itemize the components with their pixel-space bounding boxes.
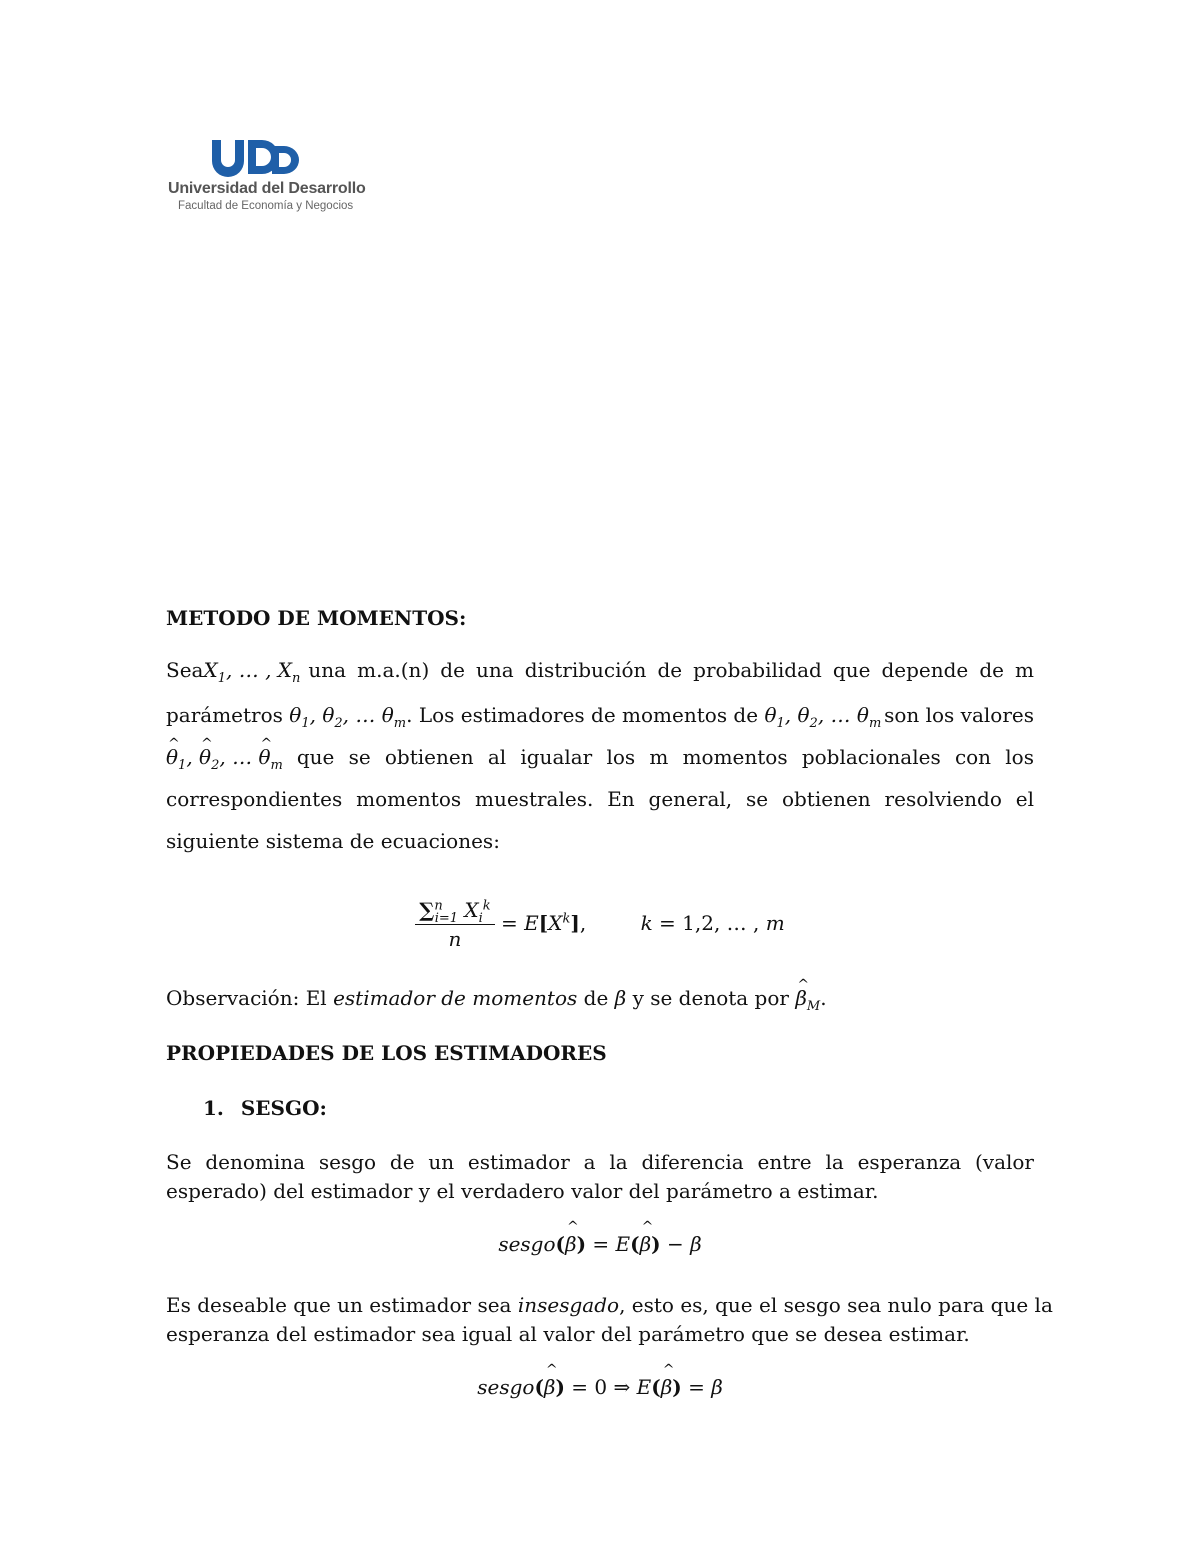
unbiased-equation: sesgo(^ β) = 0 ⇒ E(^ β) = β [0,1375,1200,1399]
observation-denoted: y se denota por [632,986,789,1010]
bias-equation: sesgo(^ β) = E(^ β) − β [0,1232,1200,1256]
para3-text-c: , esto es, que el sesgo sea nulo para que la [619,1293,1053,1317]
para1-line3-text: que se obtienen al igualar los m momentos poblacionales con los [296,745,1034,769]
moments-fraction: $\frac{\sum^n_{i=1} X_i^k}{n}$ [415,898,494,951]
para1-line4: correspondientes momentos muestrales. En general, se obtienen resolviendo el [166,787,1034,811]
para3-text-a: Es deseable que un estimador sea [166,1293,512,1317]
list-item-number: 1. [203,1096,224,1120]
para2-line1: Se denomina sesgo de un estimador a la diferencia entre la esperanza (valor [166,1150,1034,1174]
section-title-properties: PROPIEDADES DE LOS ESTIMADORES [166,1041,607,1065]
sample-formula: $X_1$, … , $X_n$ [203,658,301,686]
para1-line5: siguiente sistema de ecuaciones: [166,829,500,853]
para1-sea: Sea [166,658,204,682]
observation-line: Observación: El estimador de momentos de β y se denota por ^ $\beta_M$. [166,984,827,1012]
para1-parametros: parámetros [166,703,283,727]
logo-university-name: Universidad del Desarrollo [168,180,366,197]
list-item-title: SESGO: [240,1096,327,1120]
para1-estimators-text: . Los estimadores de momentos de [406,703,759,727]
para3-line1 [166,1291,1053,1319]
university-logo [166,138,366,218]
observation-term: estimador de momentos [333,986,578,1010]
logo-faculty-name: Facultad de Economía y Negocios [178,200,354,212]
para1-line1 [166,658,1034,686]
para3-line2: esperanza del estimador sea igual al valor del parámetro que se desea estimar. [166,1322,970,1346]
para1-line2: parámetros $\theta_1$, $\theta_2$, … $\theta_m$. Los estimadores de momentos de $\theta_1$, $\theta_2$, … $\theta_m$ son los valores [166,703,1034,731]
para2-line2: esperado) del estimador y el verdadero valor del parámetro a estimar. [166,1179,879,1203]
para1-line1-rest: una m.a.(n) de una distribución de probabilidad que depende de m [308,658,1034,682]
para1-line3: ^ $\theta_1$, ^ $\theta_2$, … ^ $\theta_m$ que se obtienen al igualar los m momentos poblacionales con los [166,743,1034,771]
udd-logo-mark [210,138,302,178]
para1-values-text: son los valores [884,703,1034,727]
para3-insesgado: insesgado [517,1293,620,1317]
moments-equation: $\frac{\sum^n_{i=1} X_i^k}{n}$ = $E[X^k]$, k = 1,2, … , m [0,898,1200,951]
list-item-sesgo [203,1094,327,1122]
observation-label: Observación: El [166,986,327,1010]
observation-de: de [583,986,609,1010]
section-title-method: METODO DE MOMENTOS: [166,606,467,630]
